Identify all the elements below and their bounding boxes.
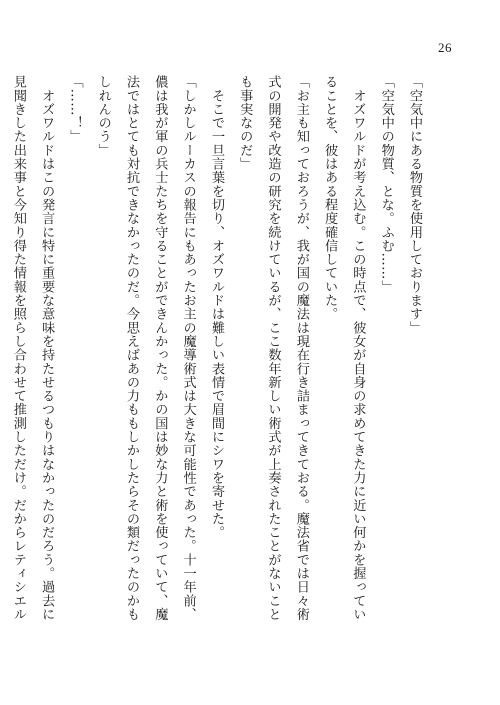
text-line: 「空気中の物質、とな。ふむ……」 [378, 75, 394, 294]
text-line: 「……！」 [67, 75, 83, 144]
text-line: 「しかしルーカスの報告にもあったお主の魔導術式は大きな可能性であった。十一年前、 [180, 75, 196, 621]
text-line: も事実なのだ」 [237, 75, 253, 171]
text-line: そこで一旦言葉を切り、オズワルドは難しい表情で眉間にシワを寄せた。 [208, 75, 224, 540]
page-number: 26 [438, 40, 452, 55]
text-line: オズワルドはこの発言に特に重要な意味を持たせるつもりはなかったのだろう。過去に [39, 75, 55, 621]
text-line: 儂は我が軍の兵士たちを守ることができんかった。かの国は妙な力と術を使っていて、魔 [152, 75, 168, 621]
text-line: 式の開発や改造の研究を続けているが、ここ数年新しい術式が上奏されたことがないこと [265, 75, 281, 621]
text-line: しれんのう」 [95, 75, 111, 157]
text-line: 「空気中にある物質を使用しております」 [407, 75, 422, 335]
body-text [0, 75, 428, 647]
text-line: ることを、彼はある程度確信していた。 [322, 75, 338, 321]
text-line: 「お主も知っておろうが、我が国の魔法は現在行き詰まってきておる。魔法省では日々術 [293, 75, 309, 621]
text-line: 見聞きした出来事と今知り得た情報を照らし合わせて推測しただけ。だからレティシエル [10, 75, 26, 621]
text-line: 法ではとても対抗できなかったのだ。今思えばあの力ももしかしたらその類だったのかも [124, 75, 140, 621]
text-line: オズワルドが考え込む。この時点で、彼女が自身の求めてきた力に近い何かを握ってい [350, 75, 366, 621]
